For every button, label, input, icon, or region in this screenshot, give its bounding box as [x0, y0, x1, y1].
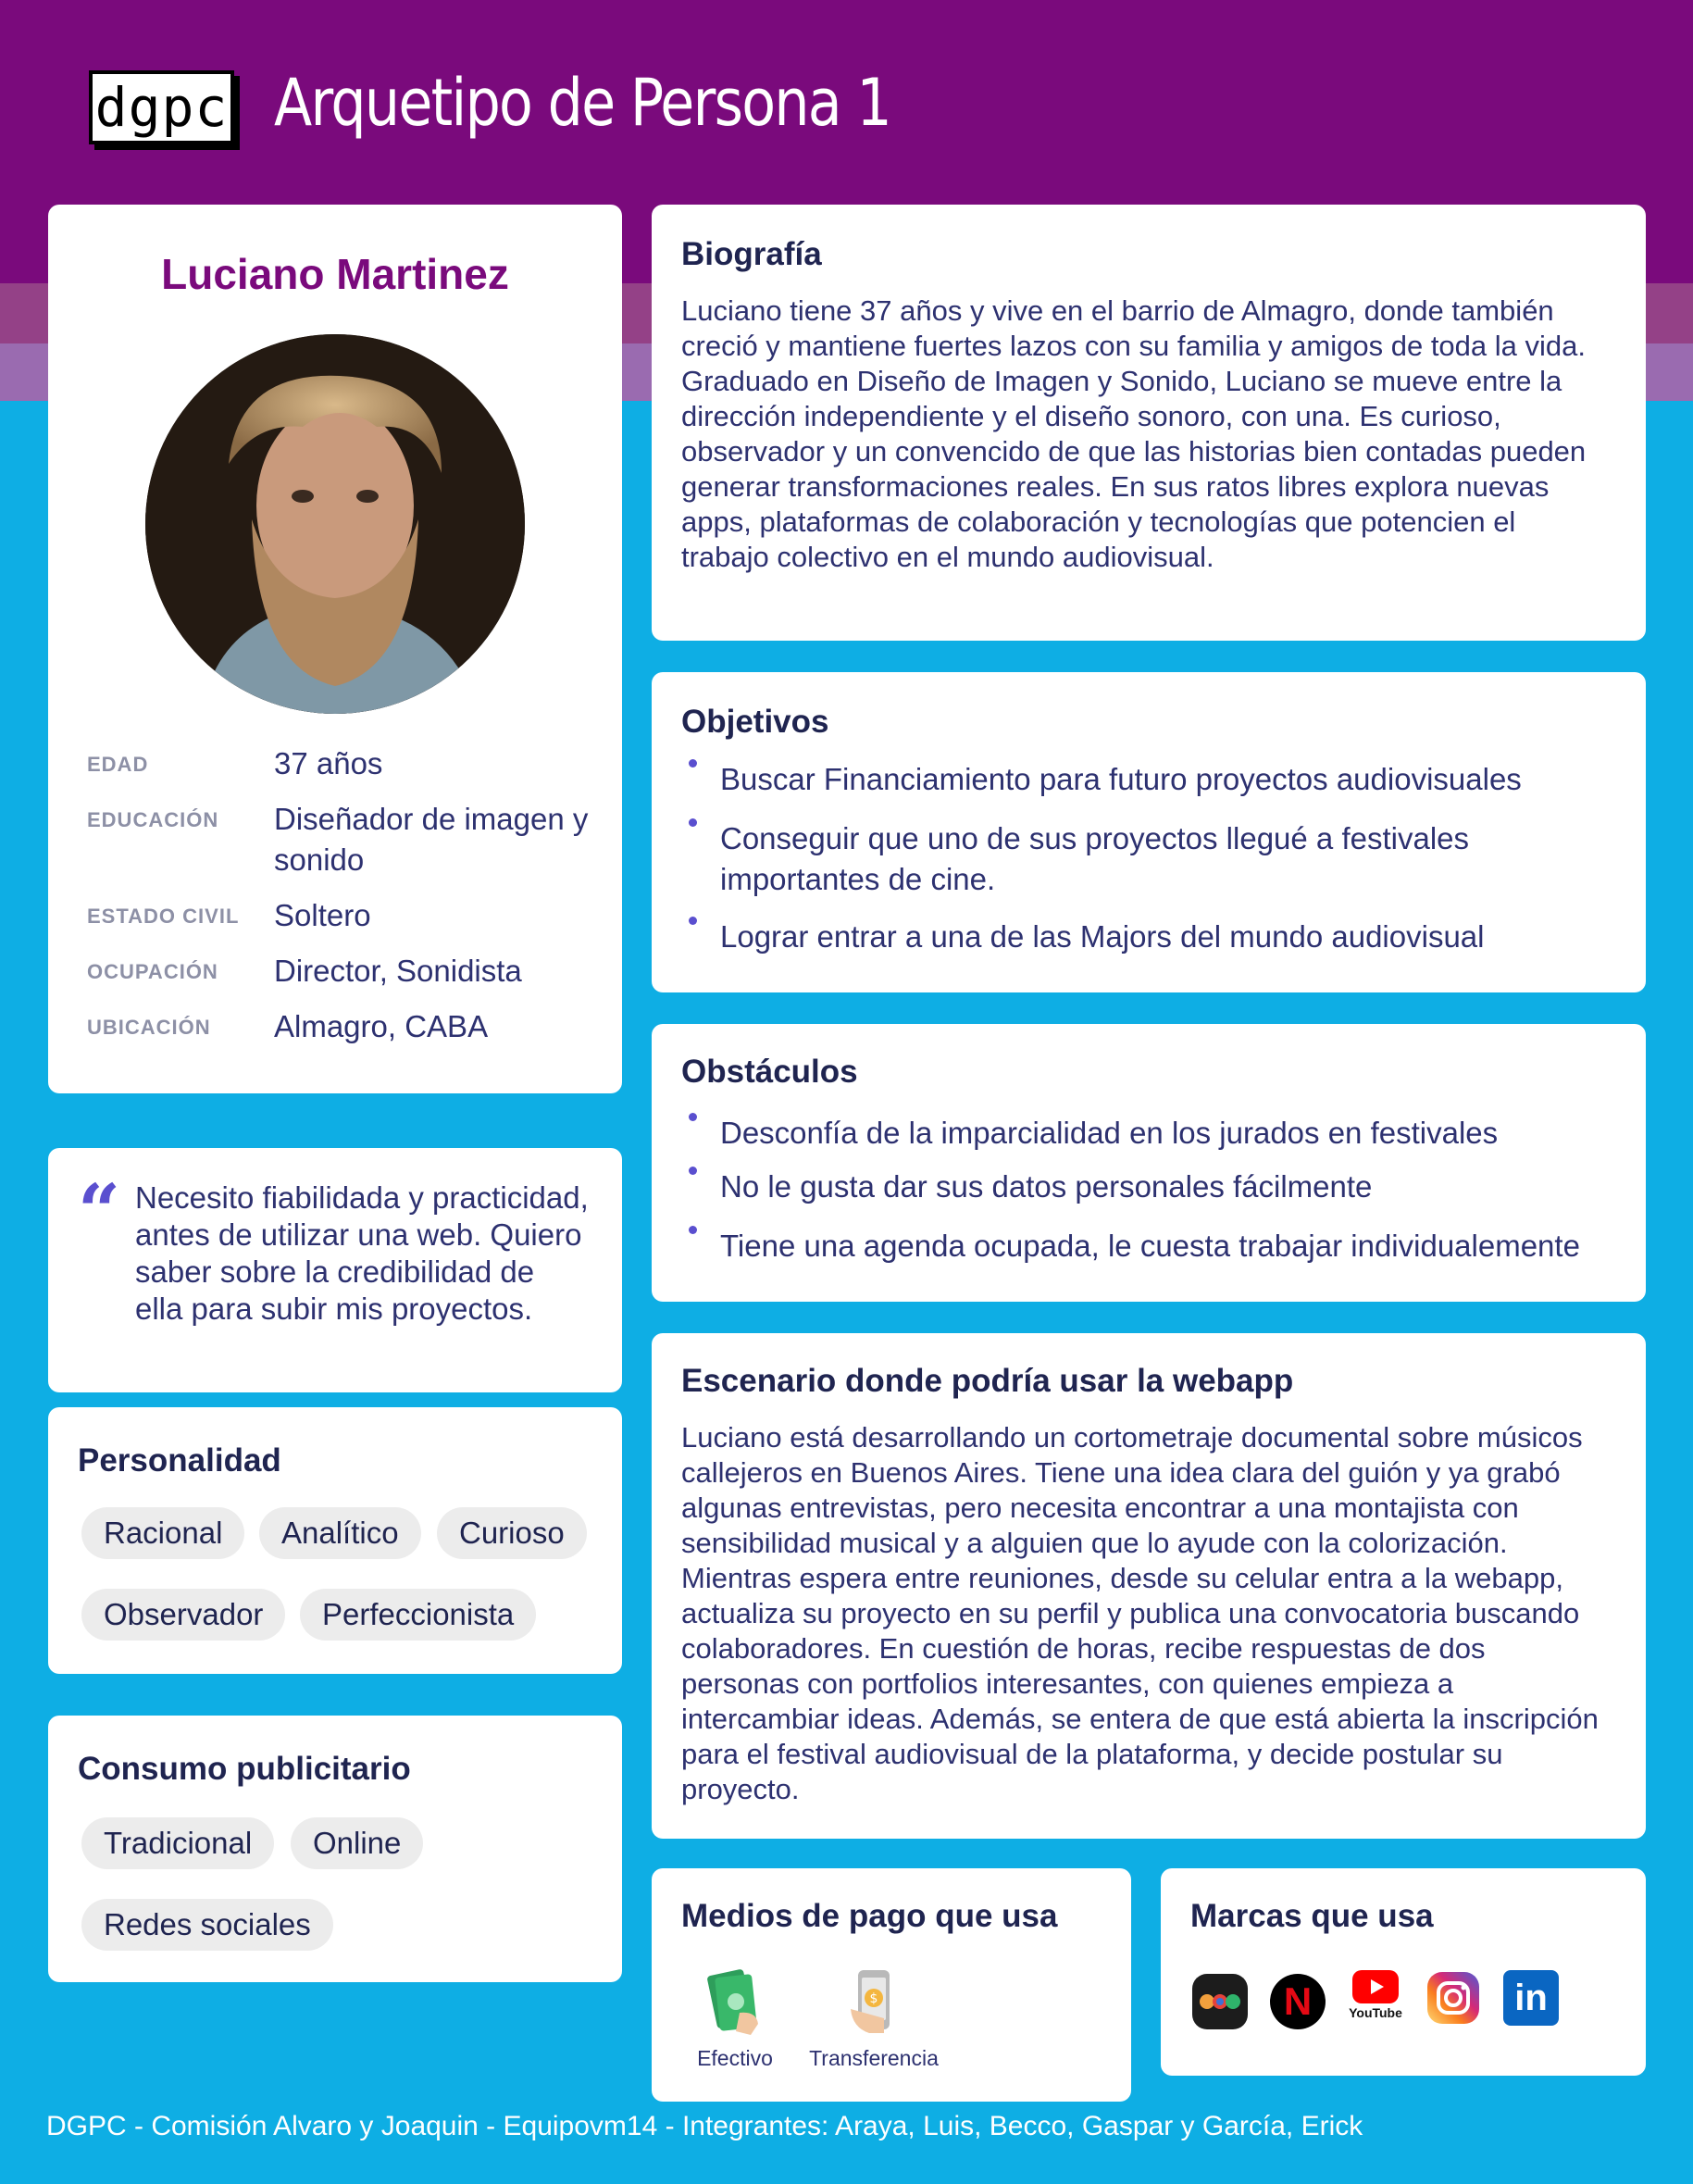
- info-label: EDUCACIÓN: [87, 808, 219, 831]
- payment-label: Efectivo: [697, 2046, 773, 2070]
- advertising-tag: Tradicional: [81, 1817, 274, 1869]
- goal-item: Buscar Financiamiento para futuro proyectos audiovisuales: [681, 759, 1607, 800]
- footer-credits: DGPC - Comisión Alvaro y Joaquin - Equipovm14 - Integrantes: Araya, Luis, Becco, Gaspar y García, Erick: [46, 2111, 1363, 2141]
- advertising-title: Consumo publicitario: [78, 1751, 411, 1787]
- linkedin-icon: [1503, 1970, 1559, 2026]
- personality-tag: Curioso: [437, 1507, 587, 1559]
- info-label: EDAD: [87, 753, 149, 776]
- info-label: ESTADO CIVIL: [87, 905, 240, 928]
- youtube-icon: [1348, 1970, 1403, 2026]
- brands-title: Marcas que usa: [1190, 1898, 1434, 1934]
- personality-tag: Racional: [81, 1507, 244, 1559]
- netflix-icon: [1270, 1974, 1326, 2029]
- profile-card: [48, 205, 622, 1093]
- advertising-tag: Online: [291, 1817, 423, 1869]
- biography-card: [652, 205, 1646, 641]
- brands-card: [1161, 1868, 1646, 2076]
- netflix-letter: N: [1283, 1979, 1313, 2023]
- phone-transfer-icon: [841, 1966, 906, 2037]
- goal-item: Lograr entrar a una de las Majors del mundo audiovisual: [681, 917, 1607, 957]
- payment-label: Transferencia: [809, 2046, 939, 2070]
- info-value: Almagro, CABA: [274, 1009, 489, 1043]
- scenario-title: Escenario donde podría usar la webapp: [681, 1363, 1294, 1399]
- goals-title: Objetivos: [681, 704, 829, 740]
- cash-icon: [703, 1966, 767, 2037]
- personality-card: [48, 1407, 622, 1674]
- svg-text:$: $: [869, 1991, 878, 2006]
- personality-tag: Analítico: [259, 1507, 421, 1559]
- info-value: Soltero: [274, 898, 371, 932]
- dgpc-logo: dgpc: [89, 70, 234, 144]
- biography-title: Biografía: [681, 236, 822, 272]
- page-title: Arquetipo de Persona 1: [274, 65, 890, 141]
- personality-title: Personalidad: [78, 1442, 281, 1479]
- info-label: OCUPACIÓN: [87, 960, 218, 983]
- info-value: Director, Sonidista: [274, 954, 522, 988]
- obstacle-item: No le gusta dar sus datos personales fácilmente: [681, 1167, 1607, 1207]
- obstacle-item: Tiene una agenda ocupada, le cuesta trabajar individualemente: [681, 1226, 1607, 1267]
- scenario-card: [652, 1333, 1646, 1839]
- mercado-pago-dots-icon: [1192, 1974, 1248, 2029]
- scenario-text: Luciano está desarrollando un cortometraje documental sobre músicos callejeros en Buenos Aires. Tiene una idea clara del guión y ya grabó algunas entrevistas, pero necesita encontrar a una montajista con sensibilidad musical y a alguien que lo ayude con la colorización. Mientras espera entre reuniones, desde su celular entra a la webapp, actualiza su proyecto en su perfil y publica una convocatoria buscando colaboradores. En cuestión de horas, recibe respuestas de dos personas con portfolios interesantes, con quienes empieza a intercambiar ideas. Además, se entera de que está abierta la inscripción para el festival audiovisual de la plataforma, y decide postular su proyecto.: [681, 1421, 1599, 1805]
- info-value: Diseñador de imagen y sonido: [274, 802, 589, 877]
- advertising-tag: Redes sociales: [81, 1899, 333, 1951]
- personality-tag: Perfeccionista: [300, 1589, 536, 1641]
- quote-icon: “: [78, 1167, 121, 1254]
- advertising-card: [48, 1716, 622, 1982]
- goal-item: Conseguir que uno de sus proyectos llegué a festivales importantes de cine.: [681, 818, 1607, 900]
- biography-text: Luciano tiene 37 años y vive en el barrio de Almagro, donde también creció y mantiene fuertes lazos con su familia y amigos de toda la vida. Graduado en Diseño de Imagen y Sonido, Luciano se mueve entre la dirección independiente y el diseño sonoro, con una. Es curioso, observador y un convencido de que las historias bien contadas pueden generar transformaciones reales. En sus ratos libres explora nuevas apps, plataformas de colaboración y tecnologías que potencien el trabajo colectivo en el mundo audiovisual.: [681, 294, 1587, 573]
- youtube-wordmark: YouTube: [1349, 2005, 1402, 2020]
- payment-cash: [689, 1966, 781, 2071]
- linkedin-letters: in: [1514, 1978, 1548, 2018]
- payments-card: [652, 1868, 1131, 2102]
- info-value: 37 años: [274, 746, 383, 780]
- quote-card: [48, 1148, 622, 1392]
- payments-title: Medios de pago que usa: [681, 1898, 1058, 1934]
- instagram-icon: [1425, 1970, 1481, 2026]
- quote-text: Necesito fiabilidada y practicidad, antes de utilizar una web. Quiero saber sobre la credibilidad de ella para subir mis proyectos.: [135, 1180, 589, 1326]
- persona-name: Luciano Martinez: [161, 250, 509, 298]
- obstacles-title: Obstáculos: [681, 1054, 858, 1090]
- persona-photo: [145, 334, 525, 714]
- obstacle-item: Desconfía de la imparcialidad en los jurados en festivales: [681, 1113, 1607, 1154]
- personality-tag: Observador: [81, 1589, 285, 1641]
- info-label: UBICACIÓN: [87, 1016, 211, 1039]
- payment-transfer: [800, 1966, 948, 2071]
- goals-card: [652, 672, 1646, 992]
- obstacles-card: [652, 1024, 1646, 1302]
